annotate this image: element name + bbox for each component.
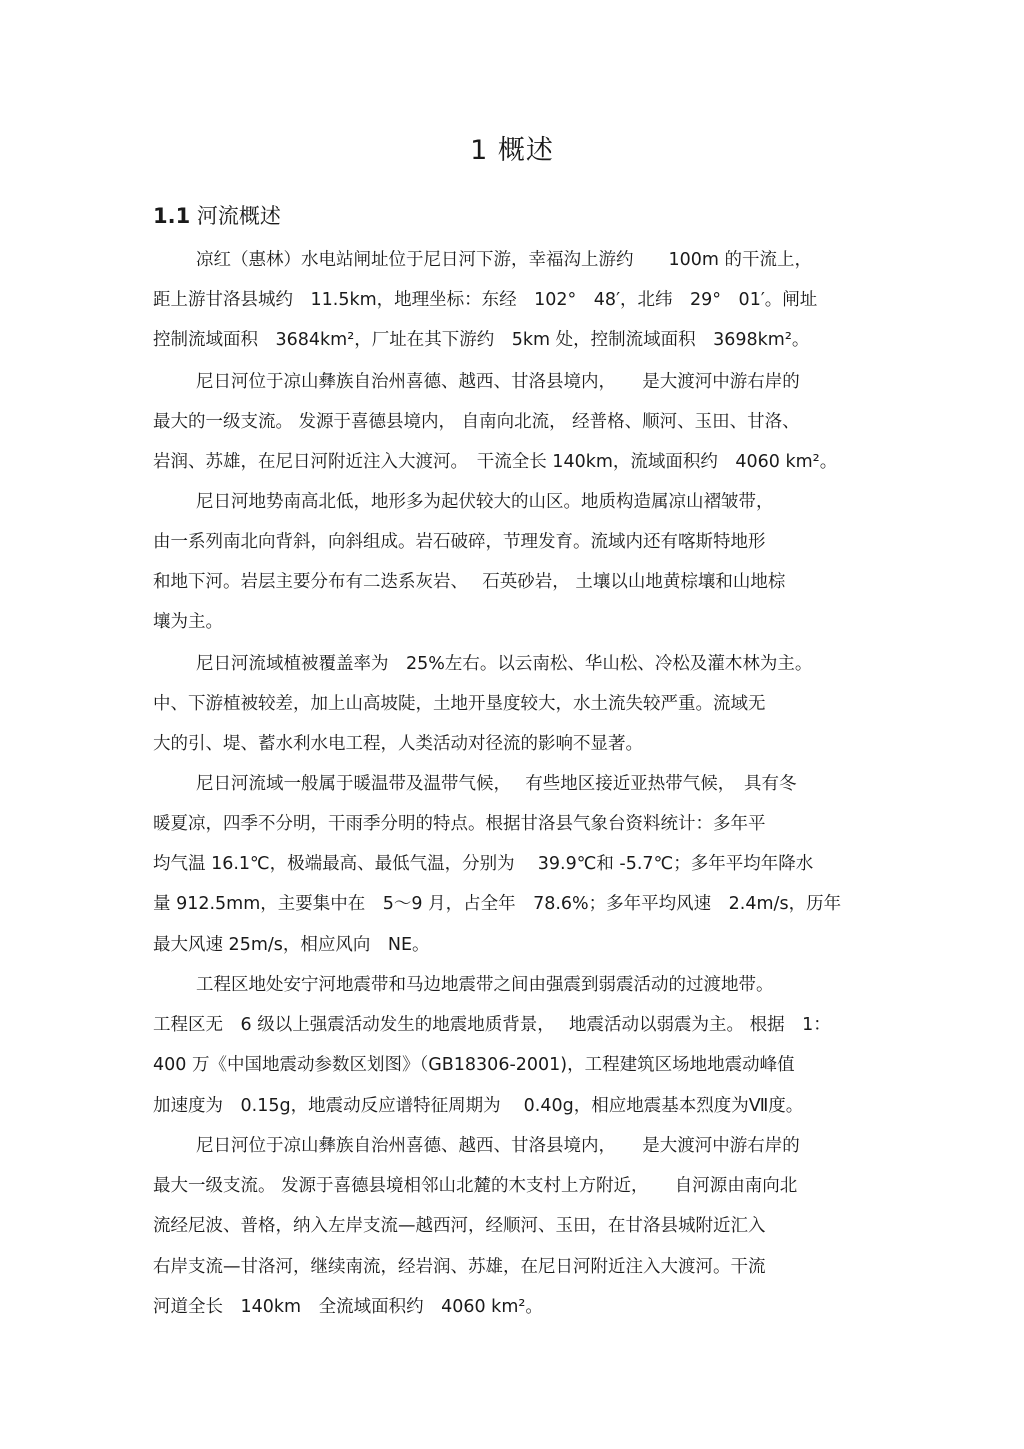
- paragraph-line: 大的引、堤、蓄水利水电工程，人类活动对径流的影响不显著。: [153, 734, 643, 754]
- section-heading: [153, 200, 281, 230]
- paragraph-line: 最大一级支流。 发源于喜德县境相邻山北麓的木支村上方附近， 自河源由南向北: [153, 1176, 798, 1196]
- paragraph-line: 最大风速 25m/s，相应风向 NE。: [153, 935, 430, 955]
- paragraph-line: 右岸支流—甘洛河，继续南流，经岩润、苏雄，在尼日河附近注入大渡河。干流: [153, 1257, 766, 1277]
- paragraph-line: 流经尼波、普格，纳入左岸支流—越西河，经顺河、玉田，在甘洛县城附近汇入: [153, 1216, 766, 1236]
- paragraph-line: 距上游甘洛县城约 11.5km，地理坐标：东经 102° 48′，北纬 29° 01′。闸址: [153, 290, 818, 310]
- paragraph-line: 中、下游植被较差，加上山高坡陡，土地开垦度较大，水土流失较严重。流域无: [153, 694, 766, 714]
- paragraph-line: 加速度为 0.15g，地震动反应谱特征周期为 0.40g，相应地震基本烈度为Ⅶ度。: [153, 1096, 804, 1116]
- paragraph-line: 尼日河流域一般属于暖温带及温带气候， 有些地区接近亚热带气候， 具有冬: [196, 774, 797, 794]
- paragraph-line: 岩润、苏雄，在尼日河附近注入大渡河。 干流全长 140km，流域面积约 4060 km²。: [153, 452, 838, 472]
- section-number: 1.1: [153, 204, 191, 228]
- paragraph-line: 控制流域面积 3684km²，厂址在其下游约 5km 处，控制流域面积 3698km²。: [153, 330, 810, 350]
- paragraph-line: 暖夏凉，四季不分明，干雨季分明的特点。根据甘洛县气象台资料统计：多年平: [153, 814, 766, 834]
- section-title: 河流概述: [196, 204, 281, 228]
- paragraph-line: 均气温 16.1℃，极端最高、最低气温，分别为 39.9℃和 -5.7℃；多年平均年降水: [153, 854, 814, 874]
- paragraph-line: 工程区地处安宁河地震带和马边地震带之间由强震到弱震活动的过渡地带。: [196, 975, 774, 995]
- paragraph-line: 壤为主。: [153, 612, 223, 632]
- paragraph-line: 凉红（惠林）水电站闸址位于尼日河下游，幸福沟上游约 100m 的干流上，: [196, 250, 813, 270]
- paragraph-line: 最大的一级支流。 发源于喜德县境内， 自南向北流， 经普格、顺河、玉田、甘洛、: [153, 412, 800, 432]
- chapter-title: 1 概述: [470, 135, 554, 166]
- paragraph-line: 尼日河流域植被覆盖率为 25%左右。以云南松、华山松、冷松及灌木林为主。: [196, 654, 813, 674]
- paragraph-line: 和地下河。岩层主要分布有二迭系灰岩、 石英砂岩， 土壤以山地黄棕壤和山地棕: [153, 572, 786, 592]
- paragraph-line: 工程区无 6 级以上强震活动发生的地震地质背景， 地震活动以弱震为主。 根据 1：: [153, 1015, 831, 1035]
- paragraph-line: 由一系列南北向背斜，向斜组成。岩石破碎，节理发育。流域内还有喀斯特地形: [153, 532, 766, 552]
- paragraph-line: 尼日河地势南高北低，地形多为起伏较大的山区。地质构造属凉山褶皱带，: [196, 492, 774, 512]
- paragraph-line: 尼日河位于凉山彝族自治州喜德、越西、甘洛县境内， 是大渡河中游右岸的: [196, 1136, 800, 1156]
- paragraph-line: 河道全长 140km 全流域面积约 4060 km²。: [153, 1297, 543, 1317]
- paragraph-line: 400 万《中国地震动参数区划图》（GB18306-2001)，工程建筑区场地地震动峰值: [153, 1055, 795, 1075]
- paragraph-line: 量 912.5mm，主要集中在 5～9 月，占全年 78.6%；多年平均风速 2.4m/s，历年: [153, 894, 842, 914]
- paragraph-line: 尼日河位于凉山彝族自治州喜德、越西、甘洛县境内， 是大渡河中游右岸的: [196, 372, 800, 392]
